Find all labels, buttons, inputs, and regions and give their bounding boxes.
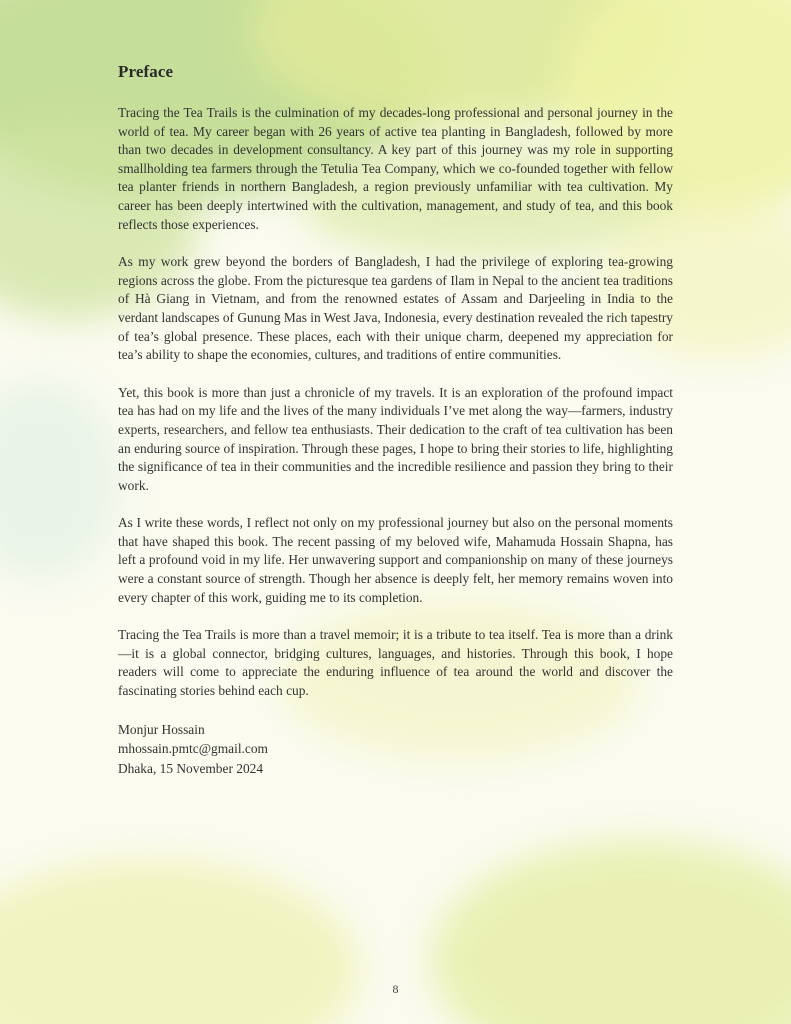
paragraph-5: Tracing the Tea Trails is more than a travel memoir; it is a tribute to tea itself. Tea is more than a drink—it is a global connector, bridging cultures, languages, and histories. Through this book, I hope readers will come to appreciate the enduring influence of tea around the world and discover the fascinating stories behind each cup. xyxy=(118,627,673,699)
paragraph-1: Tracing the Tea Trails is the culmination of my decades-long professional and personal journey in the world of tea. My career began with 26 years of active tea planting in Bangladesh, followed by more than two decades in development consultancy. A key part of this journey was my role in supporting smallholding tea farmers through the Tetulia Tea Company, which we co-founded together with fellow tea planter friends in northern Bangladesh, a region previously unfamiliar with tea cultivation. My career has been deeply intertwined with the cultivation, management, and study of tea, and this book reflects those experiences. xyxy=(118,105,673,232)
signature-block xyxy=(118,720,673,779)
page-title: Preface xyxy=(118,62,174,81)
wash-blue-left xyxy=(0,380,120,580)
paragraph-2: As my work grew beyond the borders of Bangladesh, I had the privilege of exploring tea-growing regions across the globe. From the picturesque tea gardens of Ilam in Nepal to the ancient tea traditions of Hà Giang in Vietnam, and from the renowned estates of Assam and Darjeeling in India to the verdant landscapes of Gunung Mas in West Java, Indonesia, every destination revealed the rich tapestry of tea’s global presence. These places, each with their unique charm, deepened my appreciation for tea’s ability to shape the economies, cultures, and traditions of entire communities. xyxy=(118,254,673,363)
author-email: mhossain.pmtc@gmail.com xyxy=(118,741,268,757)
preface-page xyxy=(118,62,673,778)
page-number: 8 xyxy=(392,982,399,996)
wash-yellow-bottom-left xyxy=(0,860,360,1024)
paragraph-4: As I write these words, I reflect not only on my professional journey but also on the personal moments that have shaped this book. The recent passing of my beloved wife, Mahamuda Hossain Shapna, has left a profound void in my life. Her unwavering support and companionship on many of these journeys were a constant source of strength. Though her absence is deeply felt, her memory remains woven into every chapter of this work, guiding me to its completion. xyxy=(118,515,673,605)
paragraph-3: Yet, this book is more than just a chronicle of my travels. It is an exploration of the profound impact tea has had on my life and the lives of the many individuals I’ve met along the way—farmers, industry experts, researchers, and fellow tea enthusiasts. Their dedication to the craft of tea cultivation has been an enduring source of inspiration. Through these pages, I hope to bring their stories to life, highlighting the significance of tea in their communities and the incredible resilience and passion they bring to their work. xyxy=(118,384,673,493)
place-date: Dhaka, 15 November 2024 xyxy=(118,760,264,776)
author-name: Monjur Hossain xyxy=(118,721,205,737)
